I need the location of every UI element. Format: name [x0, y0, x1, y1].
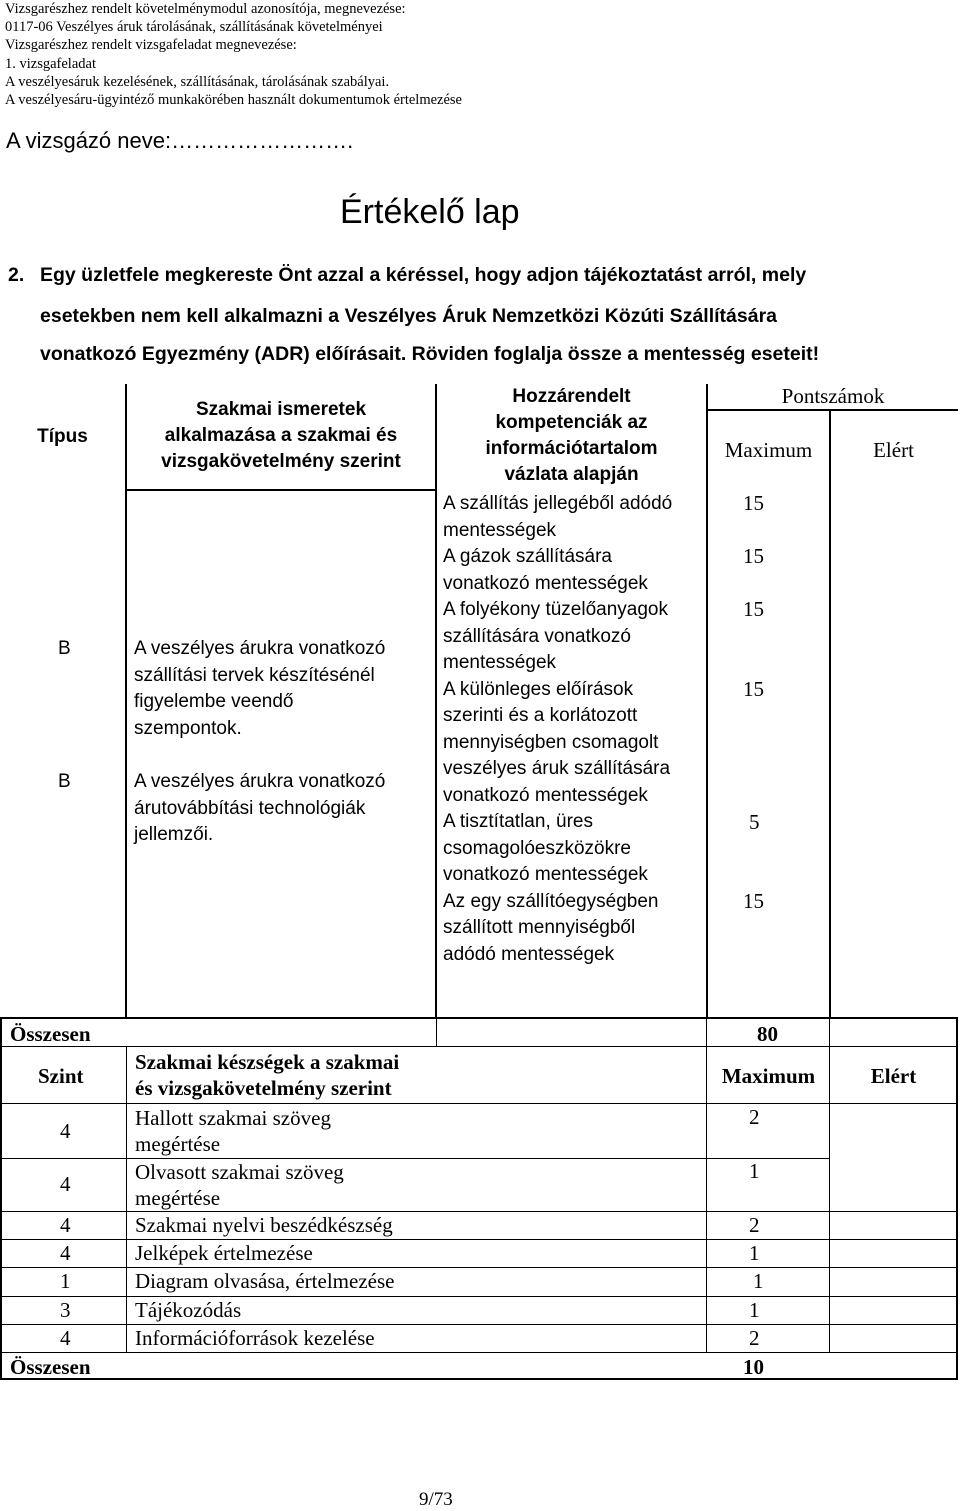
table-border: [0, 1103, 958, 1104]
level-cell: 1: [60, 1269, 71, 1293]
table-border: [126, 1046, 127, 1353]
max-points-cell: 15: [743, 889, 764, 913]
max-points-cell: 1: [749, 1298, 760, 1322]
max-points-cell: 15: [743, 677, 764, 701]
table-border: [0, 1378, 958, 1380]
column-header-skills: Szakmai készségek a szakmai és vizsgakövetelmény szerint: [135, 1050, 400, 1100]
max-points-cell: 1: [753, 1269, 764, 1293]
table-border: [0, 1239, 958, 1240]
question-line: Egy üzletfele megkereste Önt azzal a kéréssel, hogy adjon tájékoztatást arról, mely: [40, 264, 807, 286]
knowledge-item: A veszélyes árukra vonatkozó árutovábbítási technológiák jellemzői.: [134, 771, 386, 845]
table-border: [0, 1324, 958, 1325]
competence-list: A szállítás jellegéből adódó mentességek A gázok szállítására vonatkozó mentességek A folyékony tüzelőanyagok szállítására vonatkozó mentességek A különleges előírások szerinti és a korlátozott mennyiségben csomagolt veszélyes áruk szállítására vonatkozó mentességek A tisztítatlan, üres csomagolóeszközökre vonatkozó mentességek Az egy szállítóegységben szállított mennyiségből adódó mentességek: [443, 493, 673, 965]
level-cell: 4: [60, 1326, 71, 1350]
question-number: 2.: [8, 264, 25, 286]
table-border: [706, 384, 708, 1018]
type-cell: B: [58, 638, 71, 659]
skill-cell: Hallott szakmai szöveg megértése: [135, 1106, 331, 1156]
column-header-maximum: Maximum: [724, 438, 813, 462]
table-border: [829, 1018, 830, 1353]
table-border: [0, 1352, 958, 1353]
level-cell: 4: [60, 1119, 71, 1143]
header-line: A veszélyesáru-ügyintéző munkakörében használt dokumentumok értelmezése: [5, 92, 462, 109]
column-header-type: Típus: [37, 426, 88, 447]
level-cell: 4: [60, 1213, 71, 1237]
skill-cell: Tájékozódás: [135, 1298, 242, 1322]
table-border: [956, 1018, 958, 1380]
knowledge-item: A veszélyes árukra vonatkozó szállítási tervek készítésénél figyelembe veendő szempontok.: [134, 638, 386, 739]
table-border: [0, 1267, 958, 1268]
column-header-points: Pontszámok: [781, 384, 885, 408]
skill-cell: Diagram olvasása, értelmezése: [135, 1269, 395, 1293]
table-border: [125, 384, 127, 1018]
max-points-cell: 2: [749, 1326, 760, 1350]
skill-cell: Jelképek értelmezése: [135, 1241, 313, 1265]
column-header-maximum: Maximum: [721, 1064, 816, 1088]
table-border: [0, 1018, 2, 1380]
level-cell: 3: [60, 1298, 71, 1322]
type-cell: B: [58, 771, 71, 792]
table-border: [0, 1296, 958, 1297]
max-points-cell: 1: [749, 1241, 760, 1265]
total-label: Összesen: [10, 1022, 91, 1046]
skill-cell: Olvasott szakmai szöveg megértése: [135, 1160, 344, 1210]
table-border: [706, 409, 958, 411]
max-points-cell: 2: [749, 1213, 760, 1237]
max-points-cell: 1: [749, 1159, 760, 1183]
question-line: esetekben nem kell alkalmazni a Veszélyes Áruk Nemzetközi Közúti Szállítására: [40, 305, 778, 327]
column-header-achieved: Elért: [870, 1064, 917, 1088]
total-value: 80: [757, 1022, 778, 1046]
max-points-cell: 15: [743, 597, 764, 621]
column-header-knowledge: Szakmai ismeretek alkalmazása a szakmai és vizsgakövetelmény szerint: [161, 399, 401, 472]
examinee-name-label: A vizsgázó neve:…………………….: [6, 128, 354, 153]
table-border: [829, 410, 831, 1018]
max-points-cell: 15: [743, 491, 764, 515]
table-border: [0, 1211, 958, 1212]
header-line: A veszélyesáruk kezelésének, szállításának, tárolásának szabályai.: [5, 73, 390, 90]
header-line: 1. vizsgafeladat: [5, 55, 96, 72]
table-border: [706, 1018, 707, 1353]
max-points-cell: 2: [749, 1105, 760, 1129]
total-label: Összesen: [10, 1355, 91, 1379]
page-title: Értékelő lap: [340, 193, 520, 231]
page-number: 9/73: [419, 1489, 453, 1510]
table-border: [0, 1046, 958, 1047]
table-border: [436, 1018, 437, 1047]
table-border: [0, 1017, 958, 1019]
question-line: vonatkozó Egyezmény (ADR) előírásait. Röviden foglalja össze a mentesség eseteit!: [40, 343, 820, 365]
column-header-competence: Hozzárendelt kompetenciák az információtartalom vázlata alapján: [485, 386, 658, 485]
max-points-cell: 5: [749, 810, 760, 834]
header-line: Vizsgarészhez rendelt követelménymodul azonosítója, megnevezése:: [5, 1, 406, 17]
level-cell: 4: [60, 1241, 71, 1265]
header-line: 0117-06 Veszélyes áruk tárolásának, szállításának követelményei: [5, 19, 383, 36]
table-border: [125, 489, 436, 491]
max-points-cell: 15: [743, 544, 764, 568]
level-cell: 4: [60, 1172, 71, 1196]
module-header: [5, 0, 462, 109]
column-header-achieved: Elért: [873, 438, 914, 462]
column-header-level: Szint: [38, 1064, 84, 1088]
skill-cell: Információforrások kezelése: [135, 1326, 375, 1350]
total-value: 10: [743, 1355, 764, 1379]
skill-cell: Szakmai nyelvi beszédkészség: [135, 1213, 393, 1237]
header-line: Vizsgarészhez rendelt vizsgafeladat megnevezése:: [5, 37, 297, 54]
